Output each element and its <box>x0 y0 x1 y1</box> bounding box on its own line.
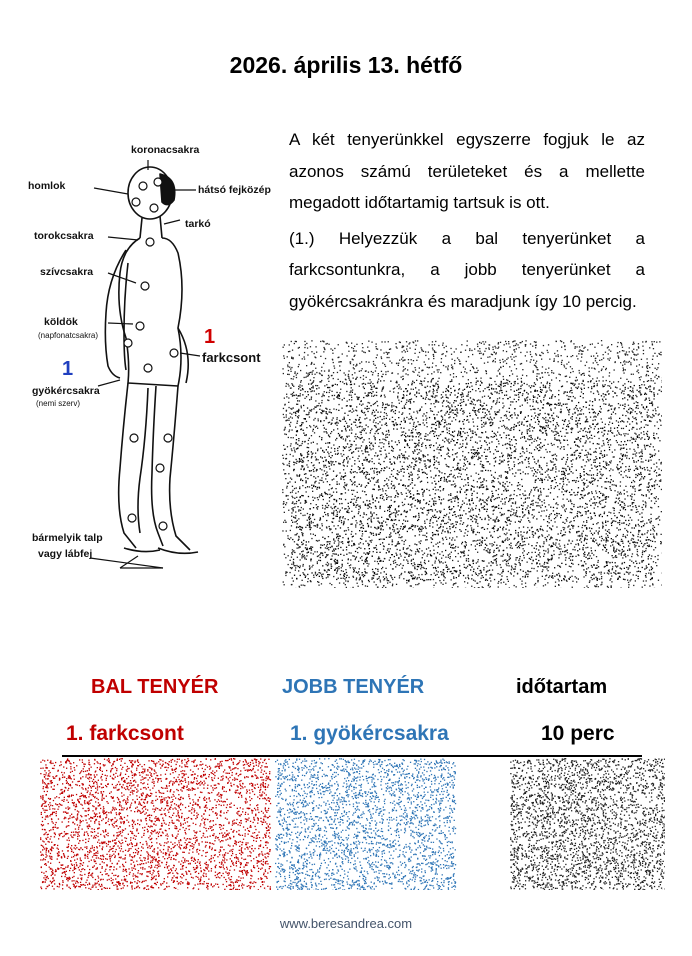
marker-right-number: 1 <box>204 326 216 348</box>
row-right-value: 1. gyökércsakra <box>290 722 449 745</box>
instructions-paragraph-1: A két tenyerünkkel egyszerre fogjuk le az azonos számú területeket és a mellette megadott időtartamig tartsuk is ott. <box>289 130 645 212</box>
label-torokcsakra: torokcsakra <box>34 230 94 242</box>
label-koronacsakra: koronacsakra <box>131 144 200 156</box>
noise-overlay-table <box>40 758 665 890</box>
label-szivcsakra: szívcsakra <box>40 266 94 278</box>
label-farkcsont: farkcsont <box>202 350 261 365</box>
page-title: 2026. április 13. hétfő <box>229 52 463 78</box>
marker-left-number: 1 <box>62 358 74 380</box>
header-bal-tenyer: BAL TENYÉR <box>91 676 219 698</box>
label-hatso-fejkozep: hátsó fejközép <box>198 184 271 196</box>
label-gyokercsakra-sub: (nemi szerv) <box>36 399 81 408</box>
body-chakra-figure <box>28 138 273 578</box>
instructions <box>289 124 645 321</box>
row-left-value: 1. farkcsont <box>66 722 184 745</box>
label-gyokercsakra: gyökércsakra <box>32 385 100 397</box>
label-koldok: köldök <box>44 316 78 328</box>
table-divider <box>62 755 642 757</box>
label-homlok: homlok <box>28 180 66 192</box>
label-tarko: tarkó <box>185 218 211 230</box>
header-jobb-tenyer: JOBB TENYÉR <box>282 676 425 698</box>
instructions-paragraph-2: (1.) Helyezzük a bal tenyerünket a farkcsontunkra, a jobb tenyerünket a gyökércsakránkra és maradjunk így 10 percig. <box>289 228 645 311</box>
label-talp: bármelyik talp <box>32 532 103 544</box>
label-labfej: vagy lábfej <box>38 548 93 560</box>
header-idotartam: időtartam <box>516 676 608 698</box>
row-duration-value: 10 perc <box>541 722 615 745</box>
noise-overlay-text <box>282 340 662 588</box>
label-koldok-sub: (napfonatcsakra) <box>38 331 99 340</box>
footer-url: www.beresandrea.com <box>279 916 413 931</box>
